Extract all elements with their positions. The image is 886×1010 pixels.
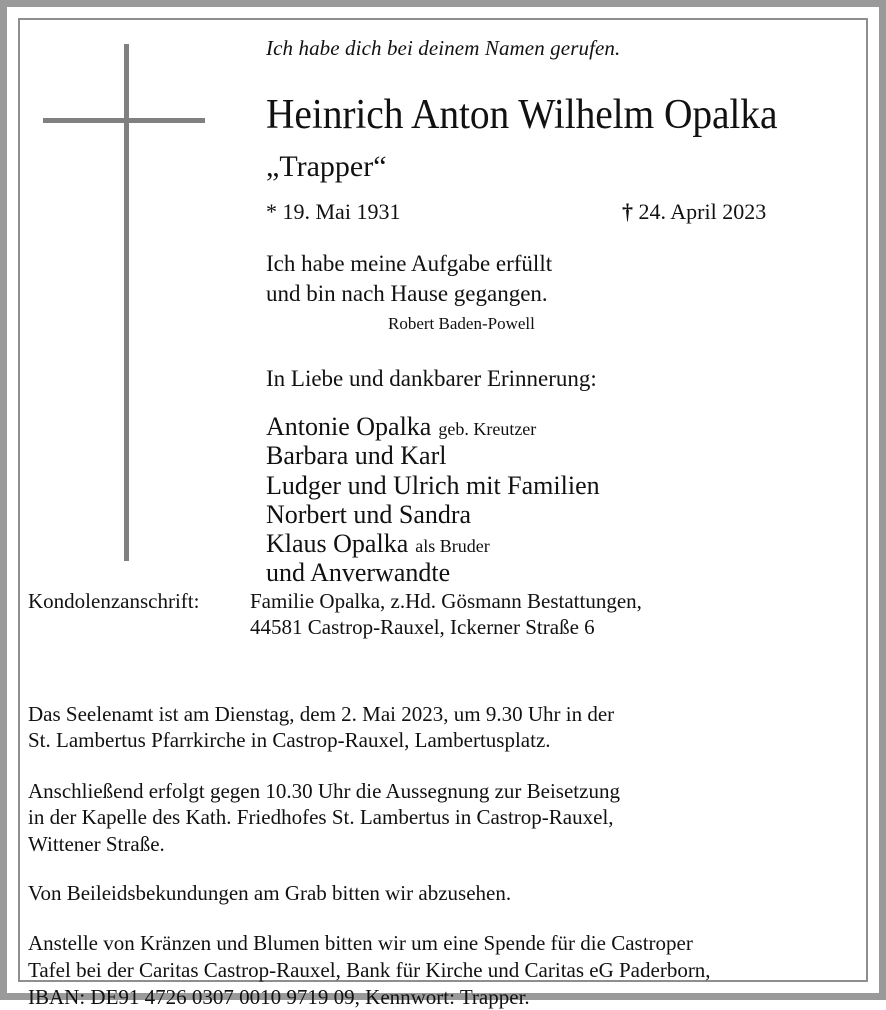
list-item: [266, 412, 858, 441]
service-paragraph: [28, 641, 860, 754]
service-line-1: Das Seelenamt ist am Dienstag, dem 2. Mai 2023, um 9.30 Uhr in der: [28, 701, 615, 726]
family-member-name: und Anverwandte: [266, 557, 451, 587]
notice-lower-block: [28, 588, 860, 1010]
family-member-name: Antonie Opalka: [266, 412, 432, 442]
condolence-label: Kondolenzanschrift:: [28, 589, 200, 613]
family-member-relation: [450, 565, 457, 585]
deceased-name: Heinrich Anton Wilhelm Opalka: [266, 92, 778, 139]
death-date: [622, 200, 766, 224]
death-date-text: 24. April 2023: [633, 199, 767, 225]
list-item: [266, 500, 858, 529]
burial-line-3: Wittener Straße.: [28, 832, 165, 857]
deceased-nickname: „Trapper“: [266, 150, 387, 184]
notice-main-column: [266, 20, 858, 587]
motto-text: Ich habe dich bei deinem Namen gerufen.: [266, 36, 621, 60]
birth-date: * 19. Mai 1931: [266, 199, 401, 225]
verse-line-1: Ich habe meine Aufgabe erfüllt: [266, 251, 553, 277]
donation-line-1: Anstelle von Kränzen und Blumen bitten wir um eine Spende für die Castroper: [28, 931, 693, 956]
condolence-request-line: Von Beileidsbekundungen am Grab bitten wir abzusehen.: [28, 880, 512, 905]
verse-quote: [266, 226, 858, 308]
notice-sheet: [20, 20, 866, 1009]
family-member-name: Ludger und Ulrich mit Familien: [266, 470, 600, 500]
condolence-address: [28, 588, 860, 641]
dagger-icon: †: [622, 199, 633, 225]
list-item: [266, 529, 858, 558]
in-memory-heading: In Liebe und dankbarer Erinnerung:: [266, 365, 597, 391]
family-member-relation: [446, 448, 453, 468]
family-member-relation: als Bruder: [415, 535, 490, 556]
family-member-relation: [600, 478, 607, 498]
cross-horizontal-bar: [43, 118, 205, 123]
life-dates: [266, 183, 858, 226]
condolence-request-paragraph: [28, 858, 860, 907]
service-line-2: St. Lambertus Pfarrkirche in Castrop-Rauxel, Lambertusplatz.: [28, 728, 551, 753]
verse-line-2: und bin nach Hause gegangen.: [266, 280, 548, 306]
list-item: [266, 471, 858, 500]
list-item: [266, 441, 858, 470]
family-member-name: Klaus Opalka: [266, 528, 409, 558]
donation-paragraph: [28, 906, 860, 1010]
burial-line-1: Anschließend erfolgt gegen 10.30 Uhr die Aussegnung zur Beisetzung: [28, 778, 620, 803]
condolence-address-line-1: Familie Opalka, z.Hd. Gösmann Bestattungen,: [250, 589, 642, 613]
family-member-name: Barbara und Karl: [266, 441, 447, 471]
family-member-relation: [471, 507, 478, 527]
donation-iban-line: IBAN: DE91 4726 0307 0010 9719 09, Kennwort: Trapper.: [28, 984, 530, 1009]
verse-author: Robert Baden-Powell: [388, 314, 535, 334]
burial-line-2: in der Kapelle des Kath. Friedhofes St. Lambertus in Castrop-Rauxel,: [28, 805, 614, 830]
cross-icon: [20, 20, 250, 580]
family-list: [266, 392, 858, 587]
family-member-relation: geb. Kreutzer: [438, 419, 537, 440]
condolence-address-line-2: 44581 Castrop-Rauxel, Ickerner Straße 6: [250, 615, 595, 640]
donation-line-2: Tafel bei der Caritas Castrop-Rauxel, Bank für Kirche und Caritas eG Paderborn,: [28, 958, 711, 983]
list-item: [266, 558, 858, 587]
burial-paragraph: [28, 754, 860, 858]
family-member-name: Norbert und Sandra: [266, 499, 472, 529]
